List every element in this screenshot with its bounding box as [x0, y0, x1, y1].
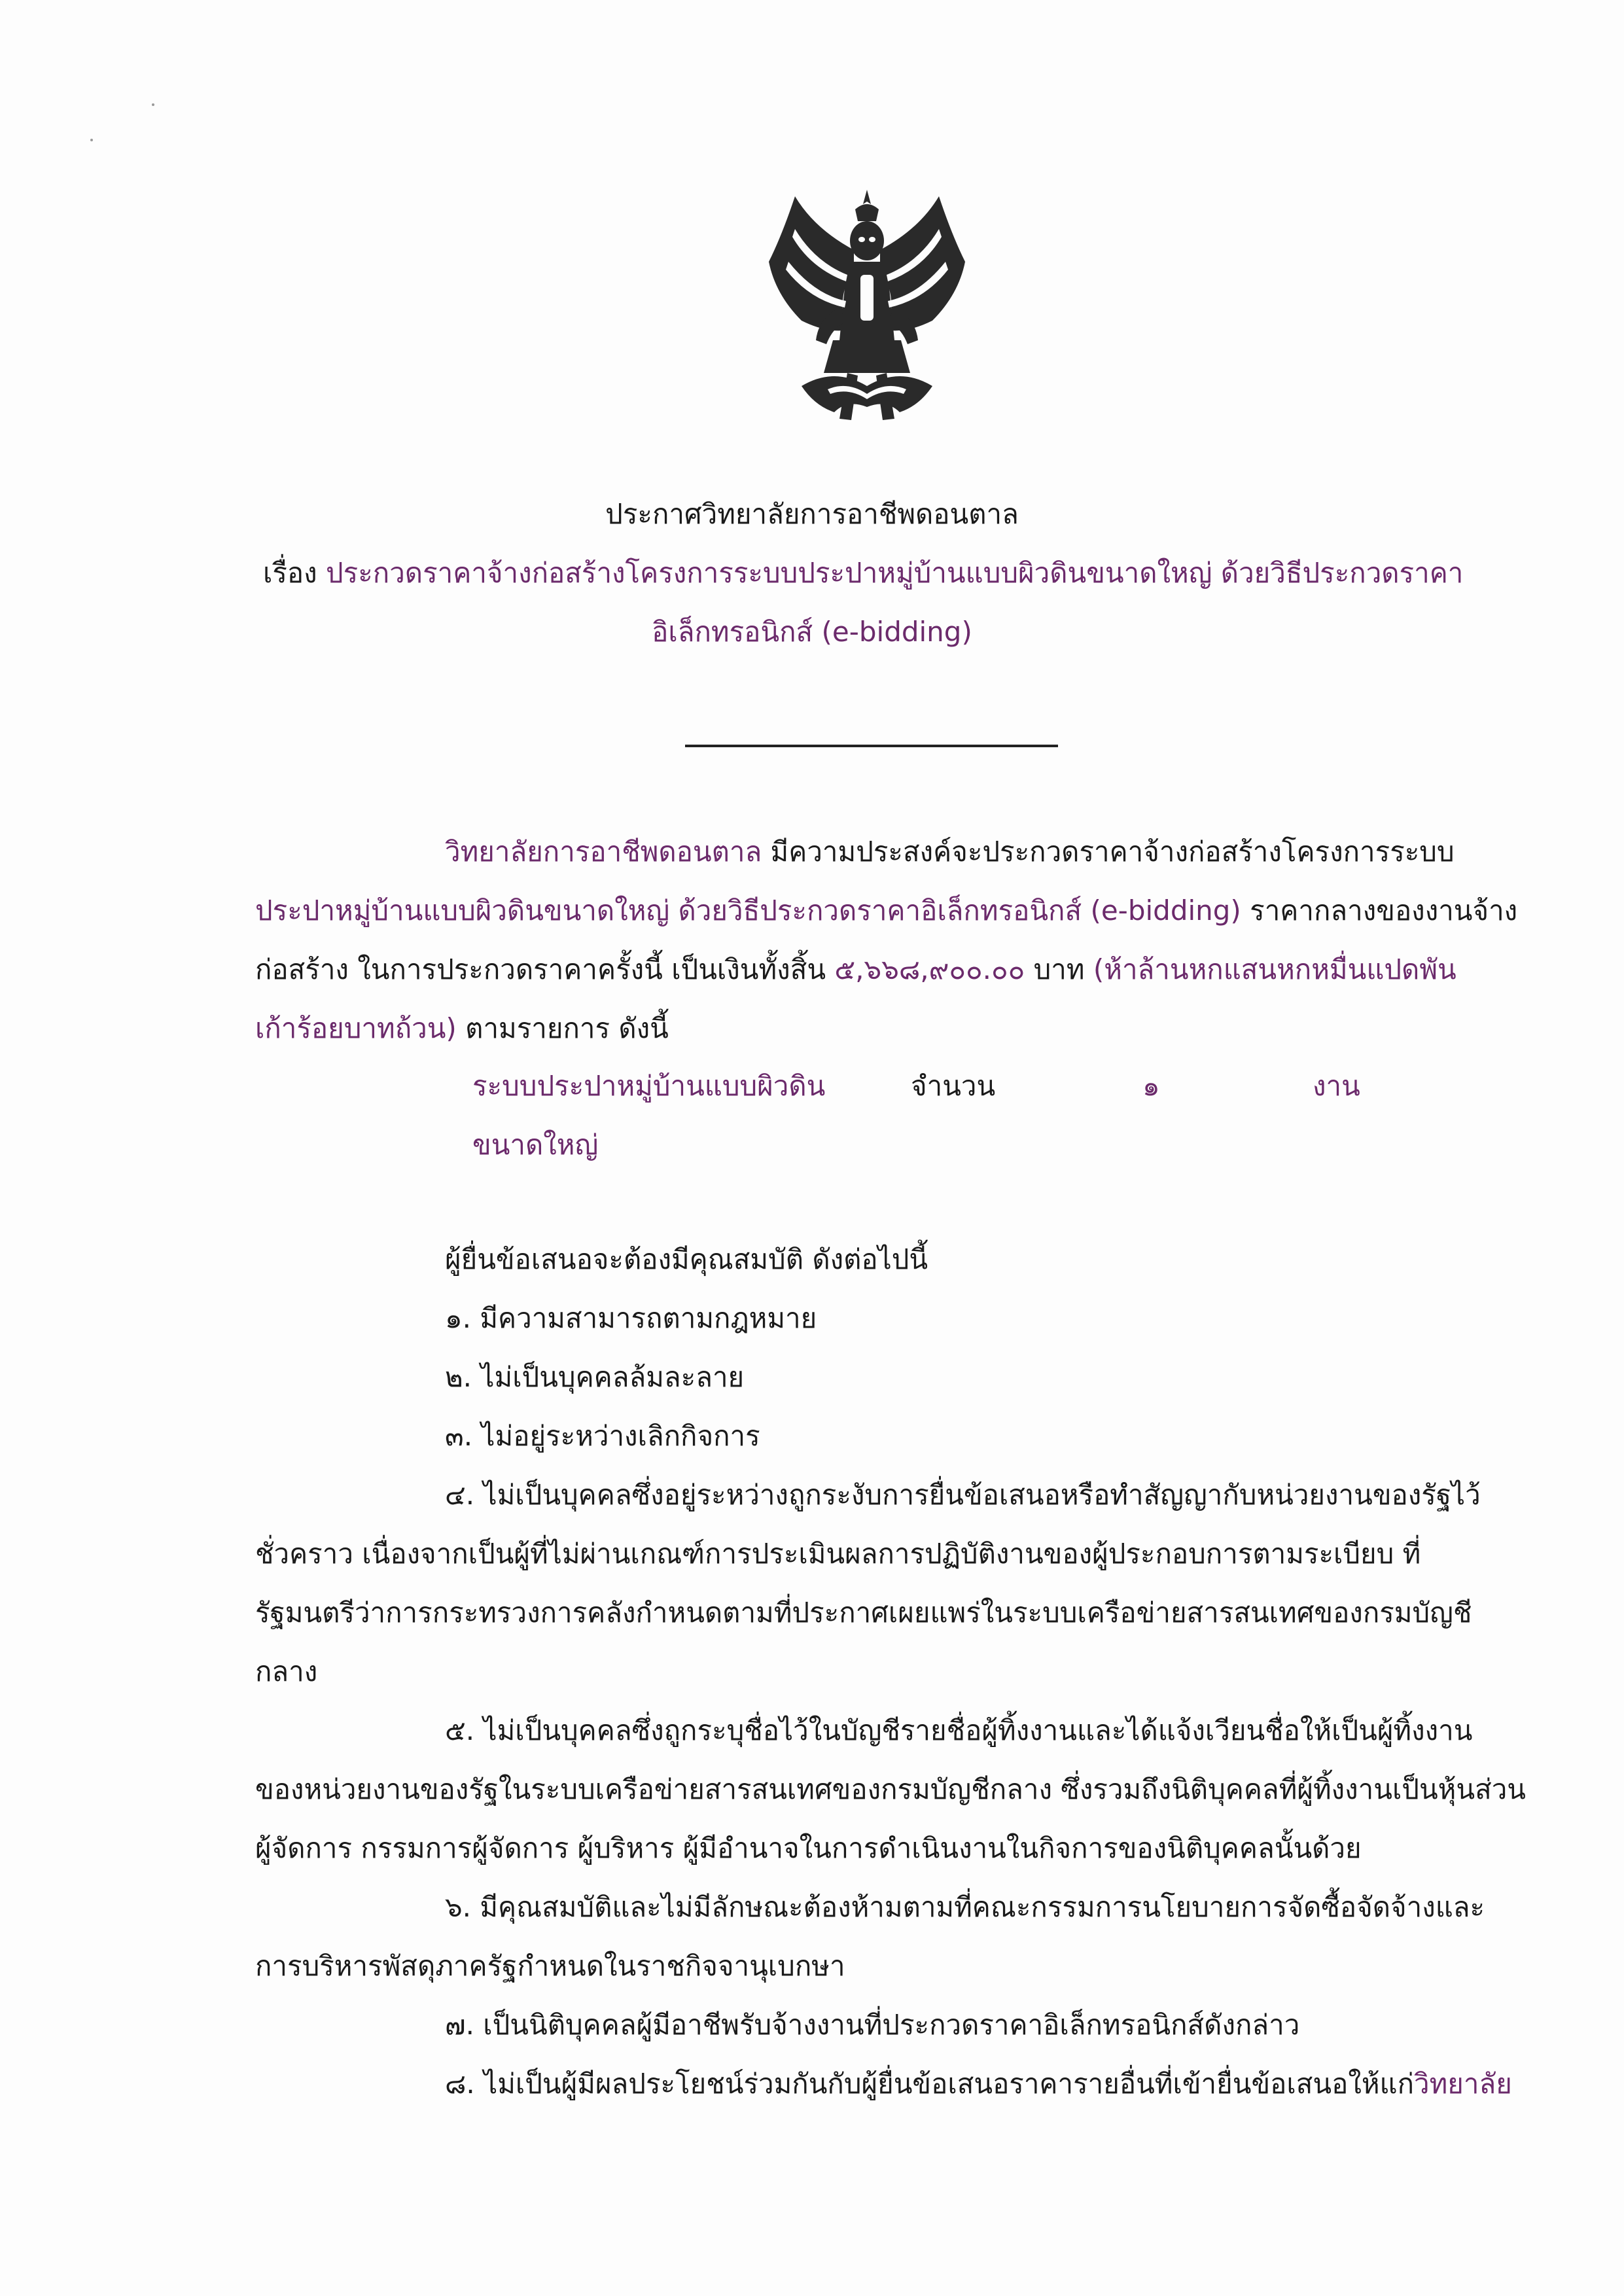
intro-text: ก่อสร้าง ในการประกวดราคาครั้งนี้ เป็นเงินทั้งสิ้น [255, 953, 835, 985]
intro-line-3 [255, 950, 1456, 989]
subject-text: ประกวดราคาจ้างก่อสร้างโครงการระบบประปาหมู่บ้านแบบผิวดินขนาดใหญ่ ด้วยวิธีประกวดราคา [326, 557, 1464, 589]
qualification-4: ๔. ไม่เป็นบุคคลซึ่งอยู่ระหว่างถูกระงับการยื่นข้อเสนอหรือทำสัญญากับหน่วยงานของรัฐไว้ [445, 1479, 1481, 1511]
item-qty: ๑ [1142, 1070, 1160, 1102]
qualification-8-text: ๘. ไม่เป็นผู้มีผลประโยชน์ร่วมกันกับผู้ยื่นข้อเสนอราคารายอื่นที่เข้ายื่นข้อเสนอให้แก่ [445, 2068, 1415, 2100]
intro-text: ตามรายการ ดังนี้ [456, 1012, 669, 1044]
qualifications-heading: ผู้ยื่นข้อเสนอจะต้องมีคุณสมบัติ ดังต่อไปนี้ [445, 1243, 928, 1275]
qualification-8 [445, 2064, 1512, 2104]
currency-label: บาท [1025, 953, 1093, 985]
qualification-4-cont: กลาง [255, 1655, 318, 1687]
intro-line-1 [445, 832, 1455, 872]
qualification-6: ๖. มีคุณสมบัติและไม่มีลักษณะต้องห้ามตามที่คณะกรรมการนโยบายการจัดซื้อจัดจ้างและ [445, 1891, 1485, 1923]
intro-text: มีความประสงค์จะประกวดราคาจ้างก่อสร้างโครงการระบบ [762, 836, 1455, 868]
scan-speck [90, 139, 93, 141]
college-word: วิทยาลัย [1414, 2068, 1512, 2100]
item-name-cont: ขนาดใหญ่ [472, 1129, 599, 1161]
intro-text: ราคากลางของงานจ้าง [1241, 894, 1518, 927]
subject-label: เรื่อง [263, 557, 317, 589]
qualification-7: ๗. เป็นนิติบุคคลผู้มีอาชีพรับจ้างงานที่ประกวดราคาอิเล็กทรอนิกส์ดังกล่าว [445, 2009, 1300, 2041]
intro-line-2 [255, 891, 1517, 930]
qualification-6-cont: การบริหารพัสดุภาครัฐกำหนดในราชกิจจานุเบกษา [255, 1950, 845, 1982]
announcement-title [0, 495, 1624, 534]
title-divider [685, 745, 1058, 747]
subject-line-2: อิเล็กทรอนิกส์ (e-bidding) [652, 616, 972, 648]
subject-line-1 [263, 554, 1463, 593]
item-name: ระบบประปาหมู่บ้านแบบผิวดิน [472, 1070, 826, 1102]
qualification-3: ๓. ไม่อยู่ระหว่างเลิกกิจการ [445, 1420, 760, 1452]
intro-line-4 [255, 1009, 669, 1048]
qualification-5-cont: ผู้จัดการ กรรมการผู้จัดการ ผู้บริหาร ผู้มีอำนาจในการดำเนินงานในกิจการของนิติบุคคลนั้นด้วย [255, 1832, 1362, 1864]
item-qty-label: จำนวน [911, 1070, 996, 1102]
budget-amount: ๕,๖๖๘,๙๐๐.๐๐ [834, 953, 1025, 985]
amount-in-words: เก้าร้อยบาทถ้วน) [255, 1012, 457, 1044]
qualification-4-cont: ชั่วคราว เนื่องจากเป็นผู้ที่ไม่ผ่านเกณฑ์การประเมินผลการปฏิบัติงานของผู้ประกอบการตามระเบียบ ที่ [255, 1538, 1421, 1570]
qualification-5: ๕. ไม่เป็นบุคคลซึ่งถูกระบุชื่อไว้ในบัญชีรายชื่อผู้ทิ้งงานและได้แจ้งเวียนชื่อให้เป็นผู้ทิ้งงาน [445, 1714, 1473, 1746]
scan-speck [152, 103, 154, 106]
title-text: ประกาศวิทยาลัยการอาชีพดอนตาล [605, 498, 1019, 530]
qualification-2: ๒. ไม่เป็นบุคคลล้มละลาย [445, 1361, 745, 1393]
qualification-4-cont: รัฐมนตรีว่าการกระทรวงการคลังกำหนดตามที่ประกาศเผยแพร่ในระบบเครือข่ายสารสนเทศของกรมบัญชี [255, 1597, 1472, 1629]
college-name: วิทยาลัยการอาชีพดอนตาล [445, 836, 762, 868]
qualification-5-cont: ของหน่วยงานของรัฐในระบบเครือข่ายสารสนเทศของกรมบัญชีกลาง ซึ่งรวมถึงนิติบุคคลที่ผู้ทิ้งงานเป็นหุ้นส่วน [255, 1773, 1527, 1805]
amount-in-words: (ห้าล้านหกแสนหกหมื่นแปดพัน [1093, 953, 1456, 985]
qualification-1: ๑. มีความสามารถตามกฎหมาย [445, 1302, 817, 1334]
garuda-emblem-icon [756, 190, 978, 425]
item-unit: งาน [1313, 1070, 1360, 1102]
project-name: ประปาหมู่บ้านแบบผิวดินขนาดใหญ่ ด้วยวิธีประกวดราคาอิเล็กทรอนิกส์ (e-bidding) [255, 894, 1241, 927]
